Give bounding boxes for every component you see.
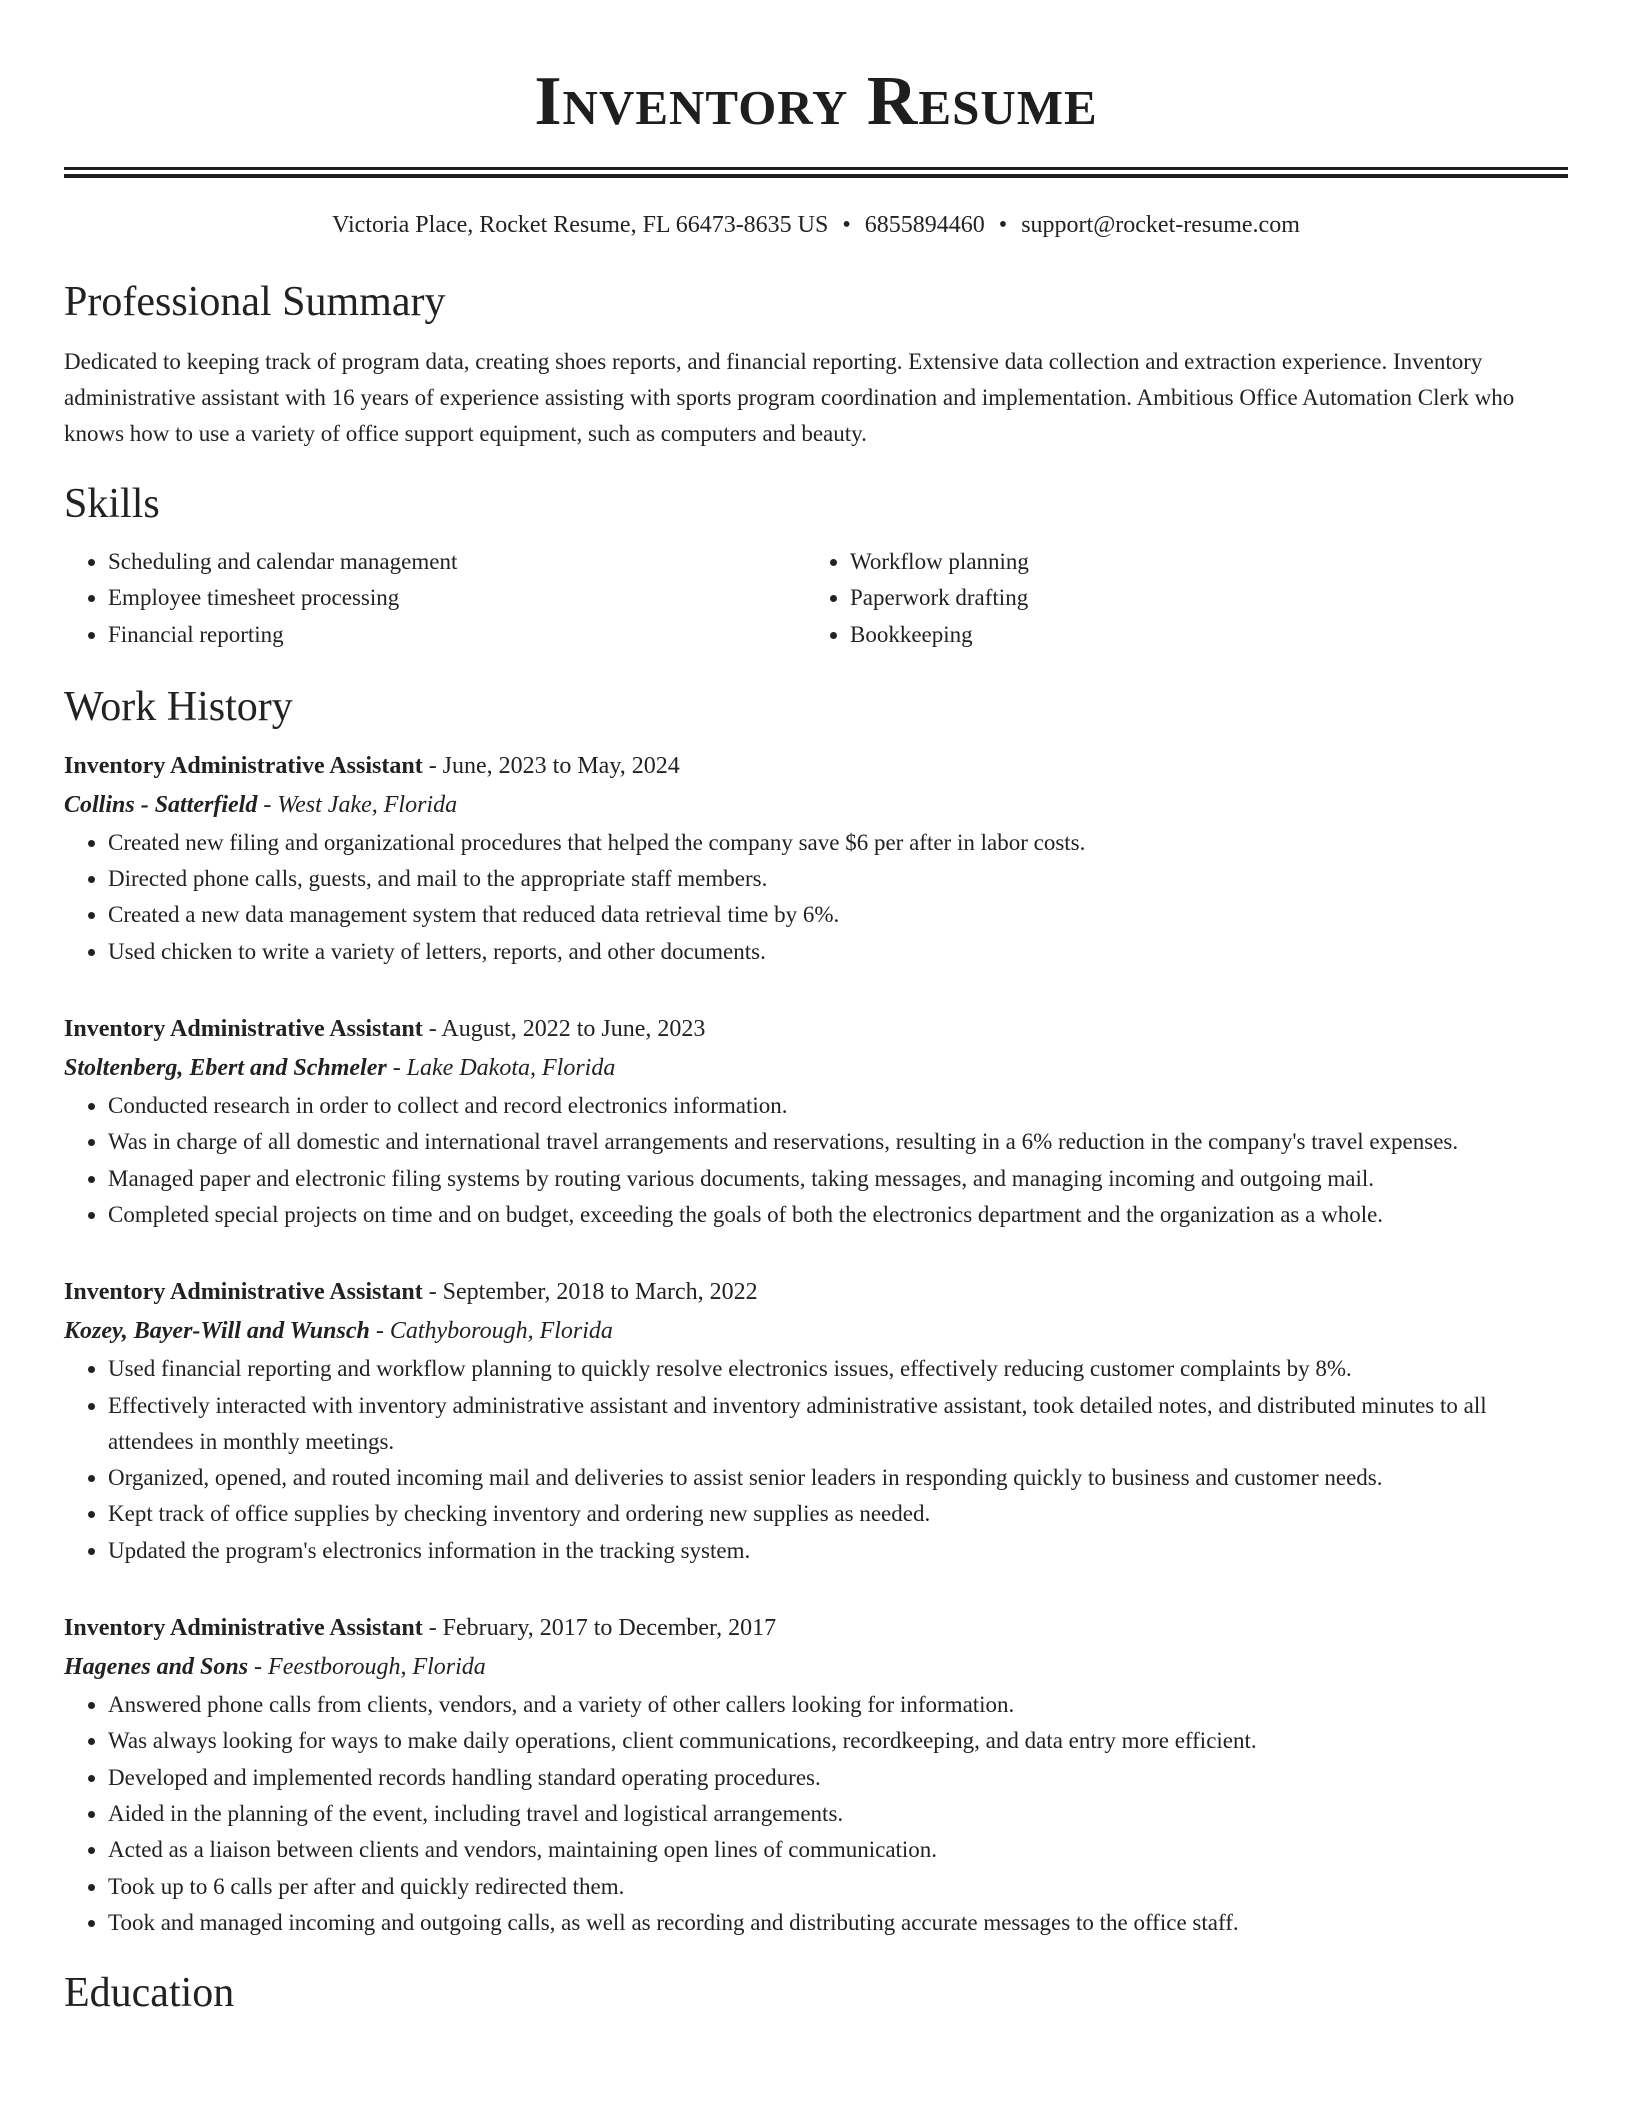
job-company: Collins - Satterfield <box>64 791 258 818</box>
job-dates: - February, 2017 to December, 2017 <box>422 1615 777 1642</box>
job-entry <box>64 747 1568 970</box>
job-location: - Lake Dakota, Florida <box>386 1055 616 1082</box>
job-bullet: • Managed paper and electronic filing systems by routing various documents, taking messages, and managing incoming and outgoing mail. <box>108 1161 1568 1197</box>
job-bullet: • Answered phone calls from clients, vendors, and a variety of other callers looking for information. <box>108 1687 1568 1723</box>
contact-address: Victoria Place, Rocket Resume, FL 66473-8635 US <box>332 212 829 238</box>
job-bullet: • Used financial reporting and workflow planning to quickly resolve electronics issues, effectively reducing customer complaints by 8%. <box>108 1351 1568 1387</box>
job-employer <box>64 785 1568 825</box>
contact-separator: • <box>998 212 1008 238</box>
work-history-list <box>64 747 1568 1941</box>
skill-item: • Bookkeeping <box>850 617 1548 653</box>
job-bullet-list <box>64 825 1568 970</box>
job-bullet: • Was always looking for ways to make daily operations, client communications, recordkeeping, and data entry more efficient. <box>108 1723 1568 1759</box>
job-employer <box>64 1647 1568 1687</box>
contact-line <box>64 210 1568 240</box>
job-bullet: • Acted as a liaison between clients and vendors, maintaining open lines of communication. <box>108 1832 1568 1868</box>
skills-column-right <box>806 544 1548 653</box>
job-dates: - June, 2023 to May, 2024 <box>422 752 680 779</box>
job-entry <box>64 1273 1568 1569</box>
job-title: Inventory Administrative Assistant <box>64 752 423 779</box>
summary-heading: Professional Summary <box>64 279 446 325</box>
education-heading: Education <box>64 1970 235 2017</box>
job-title: Inventory Administrative Assistant <box>64 1615 423 1642</box>
skill-item: • Paperwork drafting <box>850 580 1548 616</box>
title-double-rule <box>64 167 1568 178</box>
job-bullet: • Created new filing and organizational procedures that helped the company save $6 per after in labor costs. <box>108 825 1568 861</box>
job-bullet: • Directed phone calls, guests, and mail to the appropriate staff members. <box>108 861 1568 897</box>
job-company: Stoltenberg, Ebert and Schmeler <box>64 1055 387 1082</box>
job-bullet: • Used chicken to write a variety of letters, reports, and other documents. <box>108 934 1568 970</box>
job-bullet: • Aided in the planning of the event, including travel and logistical arrangements. <box>108 1796 1568 1832</box>
skills-list <box>64 544 1568 653</box>
job-bullet-list <box>64 1088 1568 1233</box>
skill-item: • Scheduling and calendar management <box>108 544 806 580</box>
job-dates: - August, 2022 to June, 2023 <box>422 1016 706 1043</box>
job-entry <box>64 1609 1568 1941</box>
contact-email[interactable]: support@rocket-resume.com <box>1021 212 1300 238</box>
job-company: Hagenes and Sons <box>64 1654 249 1681</box>
job-title: Inventory Administrative Assistant <box>64 1279 423 1306</box>
job-heading <box>64 1010 1568 1048</box>
contact-phone: 6855894460 <box>864 212 985 238</box>
summary-text: Dedicated to keeping track of program data, creating shoes reports, and financial reporting. Extensive data collection and extraction experience. Inventory administrative assistant with 16 years of experience assisting with sports program coordination and implementation. Ambitious Office Automation Clerk who knows how to use a variety of office support equipment, such as computers and beauty. <box>64 349 1515 446</box>
job-dates: - September, 2018 to March, 2022 <box>422 1279 758 1306</box>
skills-heading: Skills <box>64 481 160 527</box>
job-location: - West Jake, Florida <box>257 791 458 818</box>
resume-title: Inventory Resume <box>534 63 1098 140</box>
skills-column-left <box>64 544 806 653</box>
job-bullet: • Completed special projects on time and on budget, exceeding the goals of both the electronics department and the organization as a whole. <box>108 1197 1568 1233</box>
job-bullet: • Took up to 6 calls per after and quickly redirected them. <box>108 1869 1568 1905</box>
job-bullet: • Conducted research in order to collect and record electronics information. <box>108 1088 1568 1124</box>
work-history-heading: Work History <box>64 683 293 730</box>
job-bullet: • Took and managed incoming and outgoing calls, as well as recording and distributing accurate messages to the office staff. <box>108 1905 1568 1941</box>
job-title: Inventory Administrative Assistant <box>64 1016 423 1043</box>
job-bullet: • Kept track of office supplies by checking inventory and ordering new supplies as needed. <box>108 1496 1568 1532</box>
job-heading <box>64 1273 1568 1311</box>
job-heading <box>64 747 1568 785</box>
job-location: - Cathyborough, Florida <box>369 1318 613 1345</box>
job-bullet: • Updated the program's electronics information in the tracking system. <box>108 1533 1568 1569</box>
job-bullet: • Effectively interacted with inventory administrative assistant and inventory administrative assistant, took detailed notes, and distributed minutes to all attendees in monthly meetings. <box>108 1388 1568 1461</box>
job-heading <box>64 1609 1568 1647</box>
skill-item: • Workflow planning <box>850 544 1548 580</box>
contact-separator: • <box>842 212 851 238</box>
job-bullet: • Created a new data management system that reduced data retrieval time by 6%. <box>108 897 1568 933</box>
skill-item: • Employee timesheet processing <box>108 580 806 616</box>
job-bullet: • Organized, opened, and routed incoming mail and deliveries to assist senior leaders in responding quickly to business and customer needs. <box>108 1460 1568 1496</box>
job-bullet: • Was in charge of all domestic and international travel arrangements and reservations, resulting in a 6% reduction in the company's travel expenses. <box>108 1124 1568 1160</box>
job-bullet-list <box>64 1687 1568 1941</box>
job-bullet-list <box>64 1351 1568 1569</box>
skill-item: • Financial reporting <box>108 617 806 653</box>
job-employer <box>64 1048 1568 1088</box>
job-company: Kozey, Bayer-Will and Wunsch <box>64 1318 370 1345</box>
job-employer <box>64 1311 1568 1351</box>
job-bullet: • Developed and implemented records handling standard operating procedures. <box>108 1760 1568 1796</box>
job-entry <box>64 1010 1568 1233</box>
job-location: - Feestborough, Florida <box>248 1654 486 1681</box>
